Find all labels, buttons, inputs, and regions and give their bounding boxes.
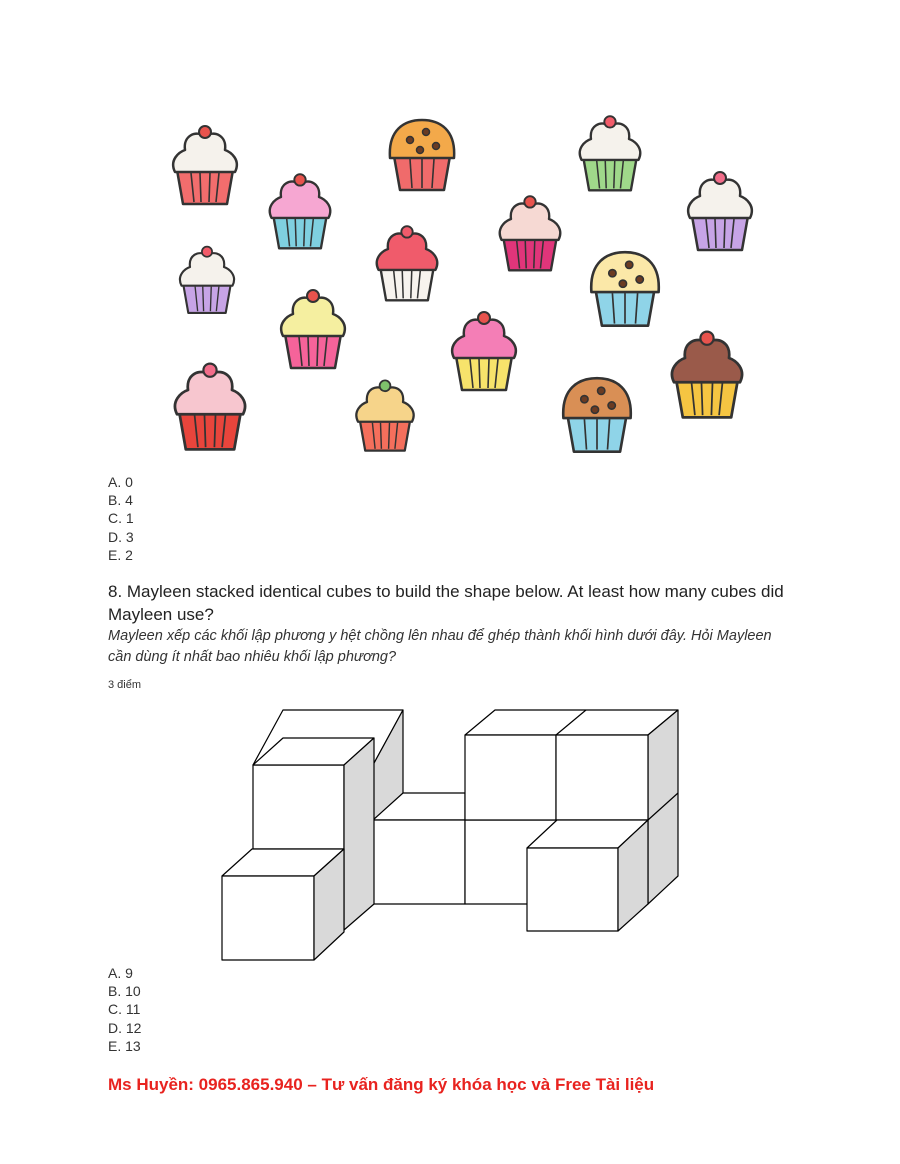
- option-c[interactable]: C. 1: [108, 510, 134, 527]
- cube-face: [373, 820, 465, 904]
- cupcake-icon: [500, 196, 561, 270]
- cupcake-icon: [180, 247, 234, 313]
- cupcake-icon: [175, 364, 245, 450]
- cupcake-icon: [356, 380, 413, 450]
- question8-text: 8. Mayleen stacked identical cubes to build the shape below. At least how many cubes did Mayleen use?: [108, 582, 784, 624]
- option-a[interactable]: A. 9: [108, 965, 133, 981]
- option-e[interactable]: E. 13: [108, 1037, 141, 1054]
- cube-face: [556, 735, 648, 820]
- question8-translation: Mayleen xếp các khối lập phương y hệt chồng lên nhau để ghép thành khối hình dưới đây. Hỏi Mayleen cần dùng ít nhất bao nhiêu khối lập phương?: [108, 628, 772, 665]
- contact-footer: Ms Huyền: 0965.865.940 – Tư vấn đăng ký khóa học và Free Tài liệu: [108, 1075, 655, 1094]
- option-d[interactable]: D. 3: [108, 528, 134, 545]
- cupcake-icon: [173, 126, 237, 204]
- muffin-icon: [563, 378, 631, 452]
- cube-face: [344, 738, 374, 930]
- muffin-icon: [390, 120, 454, 190]
- cube-face: [222, 876, 314, 960]
- option-a[interactable]: A. 0: [108, 474, 133, 490]
- cube-face: [465, 735, 556, 820]
- cupcake-icon: [688, 172, 752, 250]
- option-d[interactable]: D. 12: [108, 1019, 142, 1036]
- option-c[interactable]: C. 11: [108, 1001, 141, 1018]
- question8-options: [108, 964, 141, 1055]
- points-label: 3 điểm: [108, 679, 142, 691]
- question7-options: [108, 473, 134, 564]
- cupcake-icon: [580, 116, 641, 190]
- option-e[interactable]: E. 2: [108, 546, 133, 563]
- cupcake-icon: [377, 226, 438, 300]
- cube-face: [253, 765, 344, 849]
- muffin-icon: [591, 252, 659, 326]
- cube-structure-figure: [215, 703, 685, 965]
- cupcake-icon: [270, 174, 331, 248]
- cupcakes-illustration: [150, 98, 790, 470]
- cupcake-icon: [452, 312, 516, 390]
- option-b[interactable]: B. 10: [108, 983, 141, 1000]
- option-b[interactable]: B. 4: [108, 492, 133, 509]
- cupcake-icon: [672, 332, 742, 418]
- cupcake-icon: [281, 290, 345, 368]
- cube-face: [527, 848, 618, 931]
